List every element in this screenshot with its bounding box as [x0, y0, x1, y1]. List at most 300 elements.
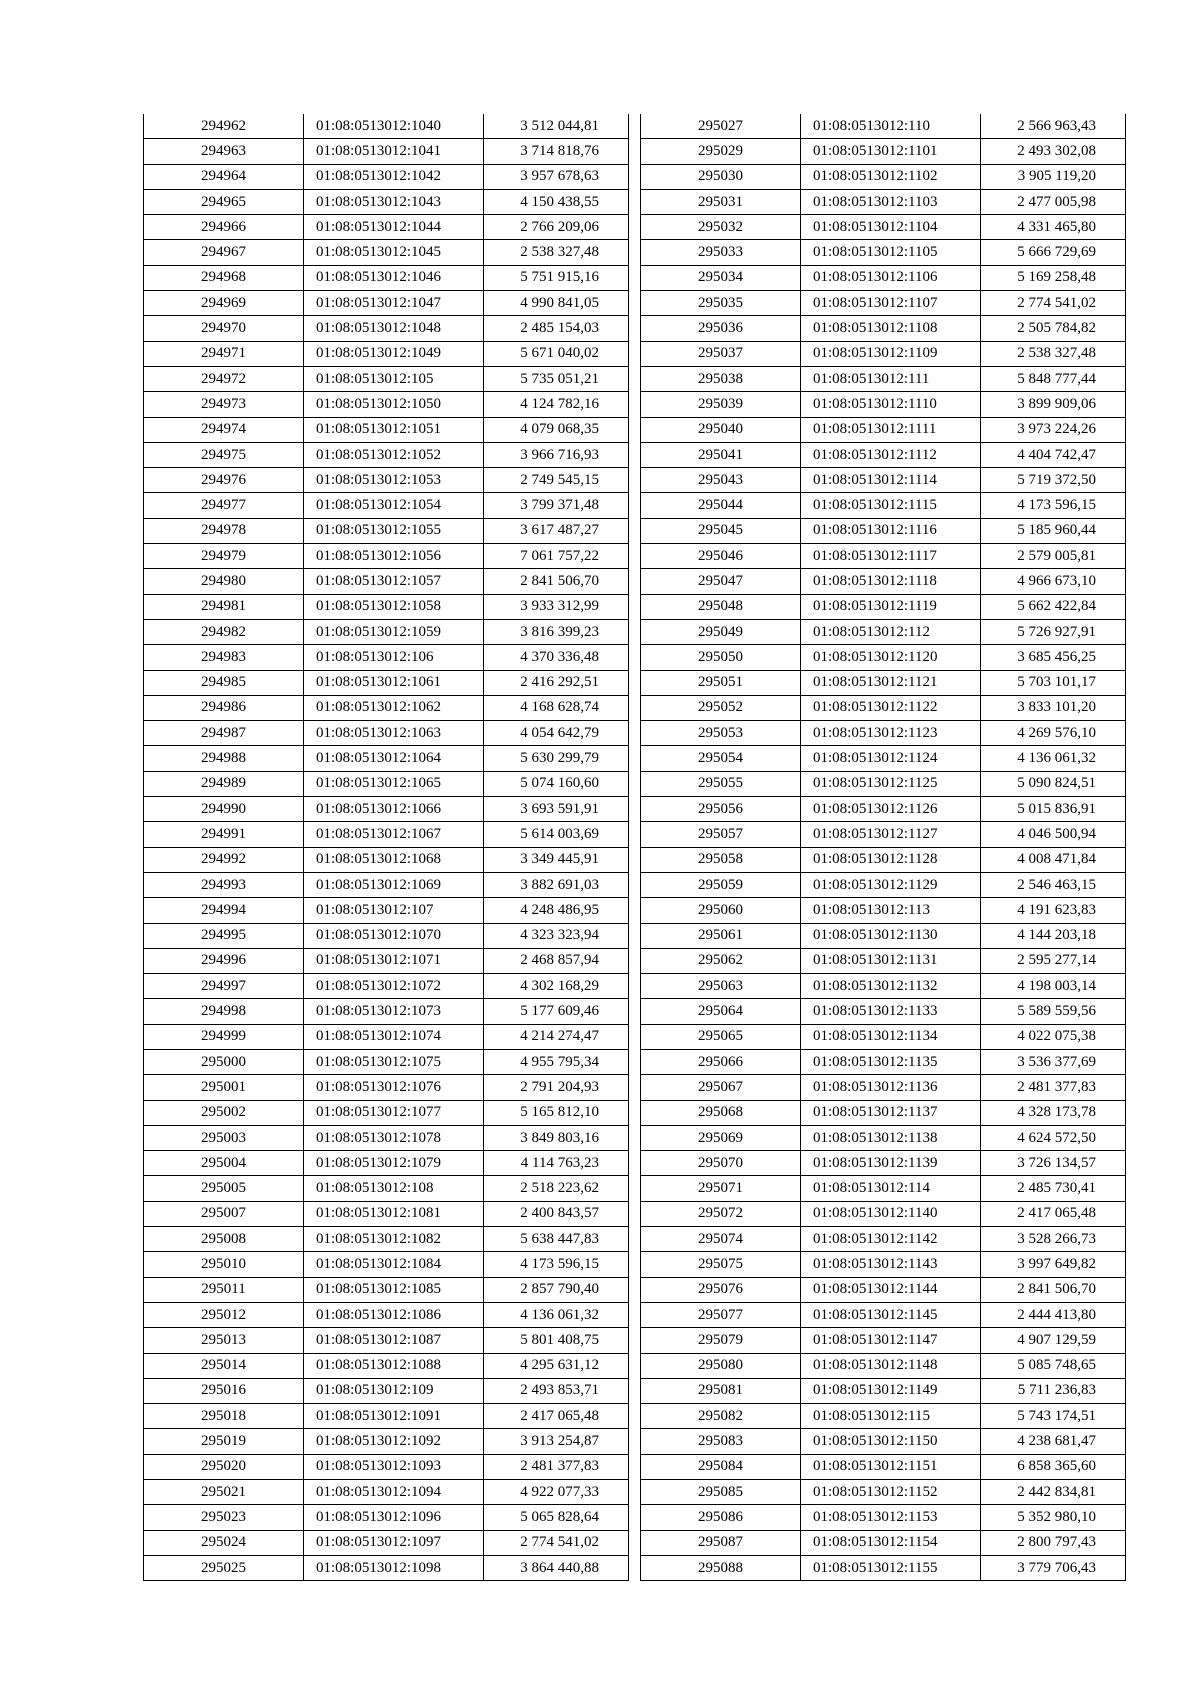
value-cell: 3 973 224,26	[981, 417, 1126, 442]
row-number-cell: 295014	[144, 1353, 304, 1378]
cadastral-number-cell: 01:08:0513012:1058	[304, 594, 484, 619]
value-cell: 4 114 763,23	[484, 1151, 629, 1176]
value-cell: 5 703 101,17	[981, 670, 1126, 695]
value-cell: 2 477 005,98	[981, 189, 1126, 214]
cadastral-number-cell: 01:08:0513012:1120	[801, 645, 981, 670]
row-number-cell: 295071	[641, 1176, 801, 1201]
row-number-cell: 294963	[144, 139, 304, 164]
value-cell: 2 468 857,94	[484, 948, 629, 973]
cadastral-number-cell: 01:08:0513012:1064	[304, 746, 484, 771]
row-number-cell: 294998	[144, 999, 304, 1024]
row-number-cell: 294983	[144, 645, 304, 670]
cadastral-number-cell: 01:08:0513012:114	[801, 1176, 981, 1201]
row-number-cell: 295005	[144, 1176, 304, 1201]
cadastral-number-cell: 01:08:0513012:1145	[801, 1302, 981, 1327]
row-number-cell: 294999	[144, 1024, 304, 1049]
value-cell: 2 400 843,57	[484, 1201, 629, 1226]
value-cell: 4 624 572,50	[981, 1125, 1126, 1150]
cadastral-number-cell: 01:08:0513012:1144	[801, 1277, 981, 1302]
row-number-cell: 295066	[641, 1049, 801, 1074]
cadastral-number-cell: 01:08:0513012:1050	[304, 392, 484, 417]
table-row	[144, 1176, 629, 1201]
table-row	[641, 1480, 1126, 1505]
cadastral-number-cell: 01:08:0513012:1082	[304, 1227, 484, 1252]
cadastral-number-cell: 01:08:0513012:1102	[801, 164, 981, 189]
value-cell: 5 165 812,10	[484, 1100, 629, 1125]
cadastral-number-cell: 01:08:0513012:1072	[304, 974, 484, 999]
table-row	[641, 1277, 1126, 1302]
table-row	[144, 872, 629, 897]
value-cell: 3 864 440,88	[484, 1555, 629, 1580]
row-number-cell: 294985	[144, 670, 304, 695]
table-row	[641, 569, 1126, 594]
value-cell: 2 416 292,51	[484, 670, 629, 695]
row-number-cell: 295025	[144, 1555, 304, 1580]
cadastral-number-cell: 01:08:0513012:1110	[801, 392, 981, 417]
table-row	[641, 392, 1126, 417]
table-row	[144, 898, 629, 923]
value-cell: 3 913 254,87	[484, 1429, 629, 1454]
value-cell: 2 595 277,14	[981, 948, 1126, 973]
cadastral-number-cell: 01:08:0513012:1134	[801, 1024, 981, 1049]
table-row	[144, 670, 629, 695]
row-number-cell: 295068	[641, 1100, 801, 1125]
table-row	[144, 189, 629, 214]
cadastral-number-cell: 01:08:0513012:1114	[801, 468, 981, 493]
cadastral-number-cell: 01:08:0513012:1092	[304, 1429, 484, 1454]
cadastral-number-cell: 01:08:0513012:105	[304, 366, 484, 391]
cadastral-number-cell: 01:08:0513012:1074	[304, 1024, 484, 1049]
table-row	[144, 569, 629, 594]
value-cell: 4 150 438,55	[484, 189, 629, 214]
value-cell: 2 579 005,81	[981, 544, 1126, 569]
value-cell: 2 442 834,81	[981, 1480, 1126, 1505]
table-row	[641, 1429, 1126, 1454]
table-row	[144, 341, 629, 366]
value-cell: 2 481 377,83	[981, 1075, 1126, 1100]
cadastral-number-cell: 01:08:0513012:1051	[304, 417, 484, 442]
value-cell: 3 779 706,43	[981, 1555, 1126, 1580]
row-number-cell: 295049	[641, 619, 801, 644]
row-number-cell: 294972	[144, 366, 304, 391]
cadastral-number-cell: 01:08:0513012:1076	[304, 1075, 484, 1100]
value-cell: 2 444 413,80	[981, 1302, 1126, 1327]
row-number-cell: 295031	[641, 189, 801, 214]
cadastral-number-cell: 01:08:0513012:1077	[304, 1100, 484, 1125]
cadastral-number-cell: 01:08:0513012:1121	[801, 670, 981, 695]
cadastral-number-cell: 01:08:0513012:1127	[801, 822, 981, 847]
table-row	[144, 1024, 629, 1049]
value-cell: 3 933 312,99	[484, 594, 629, 619]
table-row	[144, 721, 629, 746]
table-row	[641, 1176, 1126, 1201]
value-cell: 3 849 803,16	[484, 1125, 629, 1150]
table-row	[641, 493, 1126, 518]
table-row	[641, 1049, 1126, 1074]
cadastral-number-cell: 01:08:0513012:1135	[801, 1049, 981, 1074]
cadastral-number-cell: 01:08:0513012:1048	[304, 316, 484, 341]
row-number-cell: 294978	[144, 518, 304, 543]
value-cell: 2 766 209,06	[484, 215, 629, 240]
table-row	[641, 797, 1126, 822]
row-number-cell: 295011	[144, 1277, 304, 1302]
table-row	[144, 1505, 629, 1530]
value-cell: 2 518 223,62	[484, 1176, 629, 1201]
value-cell: 5 614 003,69	[484, 822, 629, 847]
table-row	[641, 1125, 1126, 1150]
cadastral-number-cell: 01:08:0513012:1075	[304, 1049, 484, 1074]
row-number-cell: 295081	[641, 1378, 801, 1403]
cadastral-number-cell: 01:08:0513012:1119	[801, 594, 981, 619]
table-row	[641, 1024, 1126, 1049]
cadastral-number-cell: 01:08:0513012:1108	[801, 316, 981, 341]
row-number-cell: 295043	[641, 468, 801, 493]
row-number-cell: 295076	[641, 1277, 801, 1302]
row-number-cell: 294964	[144, 164, 304, 189]
table-row	[641, 189, 1126, 214]
row-number-cell: 295020	[144, 1454, 304, 1479]
table-row	[641, 265, 1126, 290]
table-row	[641, 544, 1126, 569]
cadastral-number-cell: 01:08:0513012:1070	[304, 923, 484, 948]
cadastral-number-cell: 01:08:0513012:111	[801, 366, 981, 391]
value-cell: 2 546 463,15	[981, 872, 1126, 897]
value-cell: 4 173 596,15	[981, 493, 1126, 518]
row-number-cell: 295051	[641, 670, 801, 695]
value-cell: 4 198 003,14	[981, 974, 1126, 999]
value-cell: 5 848 777,44	[981, 366, 1126, 391]
table-row	[144, 114, 629, 139]
value-cell: 4 008 471,84	[981, 847, 1126, 872]
row-number-cell: 294967	[144, 240, 304, 265]
value-cell: 3 905 119,20	[981, 164, 1126, 189]
table-row	[641, 594, 1126, 619]
row-number-cell: 295052	[641, 695, 801, 720]
table-row	[144, 746, 629, 771]
row-number-cell: 294996	[144, 948, 304, 973]
table-row	[144, 1480, 629, 1505]
cadastral-number-cell: 01:08:0513012:1147	[801, 1328, 981, 1353]
value-cell: 4 922 077,33	[484, 1480, 629, 1505]
value-cell: 3 957 678,63	[484, 164, 629, 189]
row-number-cell: 295003	[144, 1125, 304, 1150]
value-cell: 4 022 075,38	[981, 1024, 1126, 1049]
cadastral-number-cell: 01:08:0513012:1152	[801, 1480, 981, 1505]
cadastral-number-cell: 01:08:0513012:1078	[304, 1125, 484, 1150]
cadastral-number-cell: 01:08:0513012:1122	[801, 695, 981, 720]
row-number-cell: 295062	[641, 948, 801, 973]
value-cell: 2 566 963,43	[981, 114, 1126, 139]
row-number-cell: 295079	[641, 1328, 801, 1353]
value-cell: 4 248 486,95	[484, 898, 629, 923]
value-cell: 3 726 134,57	[981, 1151, 1126, 1176]
row-number-cell: 295050	[641, 645, 801, 670]
row-number-cell: 295032	[641, 215, 801, 240]
cadastral-number-cell: 01:08:0513012:1142	[801, 1227, 981, 1252]
cadastral-number-cell: 01:08:0513012:1044	[304, 215, 484, 240]
cadastral-number-cell: 01:08:0513012:1067	[304, 822, 484, 847]
value-cell: 2 505 784,82	[981, 316, 1126, 341]
row-number-cell: 295008	[144, 1227, 304, 1252]
value-cell: 3 512 044,81	[484, 114, 629, 139]
value-cell: 4 302 168,29	[484, 974, 629, 999]
row-number-cell: 294990	[144, 797, 304, 822]
table-row	[144, 797, 629, 822]
table-row	[641, 721, 1126, 746]
cadastral-number-cell: 01:08:0513012:1094	[304, 1480, 484, 1505]
cadastral-number-cell: 01:08:0513012:1153	[801, 1505, 981, 1530]
table-row	[641, 240, 1126, 265]
table-row	[144, 442, 629, 467]
cadastral-number-cell: 01:08:0513012:110	[801, 114, 981, 139]
row-number-cell: 295016	[144, 1378, 304, 1403]
value-cell: 4 079 068,35	[484, 417, 629, 442]
value-cell: 5 638 447,83	[484, 1227, 629, 1252]
value-cell: 2 841 506,70	[484, 569, 629, 594]
row-number-cell: 295083	[641, 1429, 801, 1454]
table-row	[144, 1404, 629, 1429]
cadastral-number-cell: 01:08:0513012:108	[304, 1176, 484, 1201]
value-cell: 6 858 365,60	[981, 1454, 1126, 1479]
cadastral-number-cell: 01:08:0513012:1155	[801, 1555, 981, 1580]
value-cell: 5 085 748,65	[981, 1353, 1126, 1378]
cadastral-number-cell: 01:08:0513012:115	[801, 1404, 981, 1429]
value-cell: 4 054 642,79	[484, 721, 629, 746]
cadastral-number-cell: 01:08:0513012:1053	[304, 468, 484, 493]
cadastral-number-cell: 01:08:0513012:1043	[304, 189, 484, 214]
value-cell: 3 528 266,73	[981, 1227, 1126, 1252]
table-row	[144, 139, 629, 164]
row-number-cell: 295030	[641, 164, 801, 189]
row-number-cell: 295035	[641, 291, 801, 316]
cadastral-number-cell: 01:08:0513012:1042	[304, 164, 484, 189]
value-cell: 7 061 757,22	[484, 544, 629, 569]
cadastral-number-cell: 01:08:0513012:1049	[304, 341, 484, 366]
table-row	[641, 999, 1126, 1024]
cadastral-number-cell: 01:08:0513012:1057	[304, 569, 484, 594]
row-number-cell: 294966	[144, 215, 304, 240]
table-row	[144, 1227, 629, 1252]
value-cell: 4 136 061,32	[981, 746, 1126, 771]
row-number-cell: 294969	[144, 291, 304, 316]
value-cell: 4 046 500,94	[981, 822, 1126, 847]
row-number-cell: 295055	[641, 771, 801, 796]
row-number-cell: 295013	[144, 1328, 304, 1353]
cadastral-number-cell: 01:08:0513012:1041	[304, 139, 484, 164]
value-cell: 5 726 927,91	[981, 619, 1126, 644]
row-number-cell: 294981	[144, 594, 304, 619]
row-number-cell: 294982	[144, 619, 304, 644]
row-number-cell: 295018	[144, 1404, 304, 1429]
row-number-cell: 294971	[144, 341, 304, 366]
value-cell: 4 404 742,47	[981, 442, 1126, 467]
table-row	[641, 1505, 1126, 1530]
cadastral-number-cell: 01:08:0513012:107	[304, 898, 484, 923]
table-row	[144, 417, 629, 442]
row-number-cell: 295045	[641, 518, 801, 543]
table-row	[144, 822, 629, 847]
value-cell: 4 144 203,18	[981, 923, 1126, 948]
cadastral-number-cell: 01:08:0513012:1140	[801, 1201, 981, 1226]
value-cell: 2 493 302,08	[981, 139, 1126, 164]
cadastral-number-cell: 01:08:0513012:1062	[304, 695, 484, 720]
value-cell: 4 269 576,10	[981, 721, 1126, 746]
row-number-cell: 295053	[641, 721, 801, 746]
table-row	[641, 1555, 1126, 1580]
table-row	[144, 771, 629, 796]
value-cell: 4 136 061,32	[484, 1302, 629, 1327]
table-row	[144, 544, 629, 569]
cadastral-number-cell: 01:08:0513012:1086	[304, 1302, 484, 1327]
value-cell: 5 735 051,21	[484, 366, 629, 391]
cadastral-number-cell: 01:08:0513012:1107	[801, 291, 981, 316]
cadastral-number-cell: 01:08:0513012:1151	[801, 1454, 981, 1479]
row-number-cell: 294974	[144, 417, 304, 442]
value-cell: 5 711 236,83	[981, 1378, 1126, 1403]
value-cell: 2 538 327,48	[981, 341, 1126, 366]
row-number-cell: 295039	[641, 392, 801, 417]
cadastral-number-cell: 01:08:0513012:1096	[304, 1505, 484, 1530]
table-row	[144, 1378, 629, 1403]
table-row	[144, 1100, 629, 1125]
value-cell: 3 536 377,69	[981, 1049, 1126, 1074]
value-cell: 3 899 909,06	[981, 392, 1126, 417]
table-row	[641, 1454, 1126, 1479]
value-cell: 2 417 065,48	[981, 1201, 1126, 1226]
row-number-cell: 295019	[144, 1429, 304, 1454]
table-row	[144, 1530, 629, 1555]
table-row	[144, 999, 629, 1024]
row-number-cell: 295033	[641, 240, 801, 265]
value-cell: 4 173 596,15	[484, 1252, 629, 1277]
table-row	[144, 645, 629, 670]
cadastral-number-cell: 01:08:0513012:1103	[801, 189, 981, 214]
value-cell: 2 485 730,41	[981, 1176, 1126, 1201]
cadastral-number-cell: 01:08:0513012:1123	[801, 721, 981, 746]
row-number-cell: 295072	[641, 1201, 801, 1226]
value-cell: 4 955 795,34	[484, 1049, 629, 1074]
table-row	[144, 847, 629, 872]
row-number-cell: 295021	[144, 1480, 304, 1505]
row-number-cell: 294976	[144, 468, 304, 493]
cadastral-number-cell: 01:08:0513012:1115	[801, 493, 981, 518]
row-number-cell: 294973	[144, 392, 304, 417]
table-row	[641, 1353, 1126, 1378]
row-number-cell: 294991	[144, 822, 304, 847]
row-number-cell: 295046	[641, 544, 801, 569]
row-number-cell: 295040	[641, 417, 801, 442]
cadastral-number-cell: 01:08:0513012:1061	[304, 670, 484, 695]
row-number-cell: 295077	[641, 1302, 801, 1327]
value-cell: 5 671 040,02	[484, 341, 629, 366]
table-row	[641, 417, 1126, 442]
cadastral-number-cell: 01:08:0513012:1132	[801, 974, 981, 999]
table-row	[641, 948, 1126, 973]
table-row	[641, 923, 1126, 948]
cadastral-number-cell: 01:08:0513012:1130	[801, 923, 981, 948]
table-row	[144, 1125, 629, 1150]
row-number-cell: 295060	[641, 898, 801, 923]
table-row	[641, 771, 1126, 796]
row-number-cell: 295080	[641, 1353, 801, 1378]
cadastral-number-cell: 01:08:0513012:1063	[304, 721, 484, 746]
value-cell: 3 714 818,76	[484, 139, 629, 164]
row-number-cell: 295065	[641, 1024, 801, 1049]
value-cell: 5 751 915,16	[484, 265, 629, 290]
cadastral-number-cell: 01:08:0513012:1101	[801, 139, 981, 164]
row-number-cell: 295054	[641, 746, 801, 771]
table-row	[144, 493, 629, 518]
value-cell: 2 841 506,70	[981, 1277, 1126, 1302]
table-row	[641, 164, 1126, 189]
value-cell: 4 168 628,74	[484, 695, 629, 720]
row-number-cell: 295074	[641, 1227, 801, 1252]
cadastral-number-cell: 01:08:0513012:1091	[304, 1404, 484, 1429]
value-cell: 5 065 828,64	[484, 1505, 629, 1530]
row-number-cell: 295058	[641, 847, 801, 872]
value-cell: 5 177 609,46	[484, 999, 629, 1024]
table-row	[144, 695, 629, 720]
row-number-cell: 295041	[641, 442, 801, 467]
row-number-cell: 295070	[641, 1151, 801, 1176]
value-cell: 4 331 465,80	[981, 215, 1126, 240]
table-row	[144, 265, 629, 290]
row-number-cell: 295047	[641, 569, 801, 594]
cadastral-number-cell: 01:08:0513012:112	[801, 619, 981, 644]
table-row	[641, 316, 1126, 341]
cadastral-number-cell: 01:08:0513012:1066	[304, 797, 484, 822]
value-cell: 2 774 541,02	[981, 291, 1126, 316]
value-cell: 3 799 371,48	[484, 493, 629, 518]
table-row	[641, 898, 1126, 923]
table-row	[144, 164, 629, 189]
cadastral-number-cell: 01:08:0513012:1131	[801, 948, 981, 973]
value-cell: 2 538 327,48	[484, 240, 629, 265]
table-row	[144, 1151, 629, 1176]
cadastral-number-cell: 01:08:0513012:1093	[304, 1454, 484, 1479]
table-row	[641, 215, 1126, 240]
row-number-cell: 294986	[144, 695, 304, 720]
value-cell: 2 749 545,15	[484, 468, 629, 493]
row-number-cell: 294977	[144, 493, 304, 518]
row-number-cell: 295027	[641, 114, 801, 139]
table-row	[641, 139, 1126, 164]
value-cell: 3 816 399,23	[484, 619, 629, 644]
row-number-cell: 295034	[641, 265, 801, 290]
row-number-cell: 295024	[144, 1530, 304, 1555]
value-cell: 5 719 372,50	[981, 468, 1126, 493]
value-cell: 4 907 129,59	[981, 1328, 1126, 1353]
cadastral-number-cell: 01:08:0513012:1073	[304, 999, 484, 1024]
cadastral-number-cell: 01:08:0513012:1138	[801, 1125, 981, 1150]
table-row	[144, 1252, 629, 1277]
table-row	[641, 1201, 1126, 1226]
cadastral-number-cell: 01:08:0513012:1143	[801, 1252, 981, 1277]
value-cell: 5 666 729,69	[981, 240, 1126, 265]
cadastral-number-cell: 01:08:0513012:1071	[304, 948, 484, 973]
value-cell: 3 882 691,03	[484, 872, 629, 897]
value-cell: 2 485 154,03	[484, 316, 629, 341]
row-number-cell: 295056	[641, 797, 801, 822]
row-number-cell: 295002	[144, 1100, 304, 1125]
cadastral-number-cell: 01:08:0513012:1133	[801, 999, 981, 1024]
value-cell: 5 352 980,10	[981, 1505, 1126, 1530]
value-cell: 2 493 853,71	[484, 1378, 629, 1403]
table-row	[144, 1429, 629, 1454]
table-row	[144, 1353, 629, 1378]
table-row	[641, 518, 1126, 543]
table-row	[641, 1302, 1126, 1327]
